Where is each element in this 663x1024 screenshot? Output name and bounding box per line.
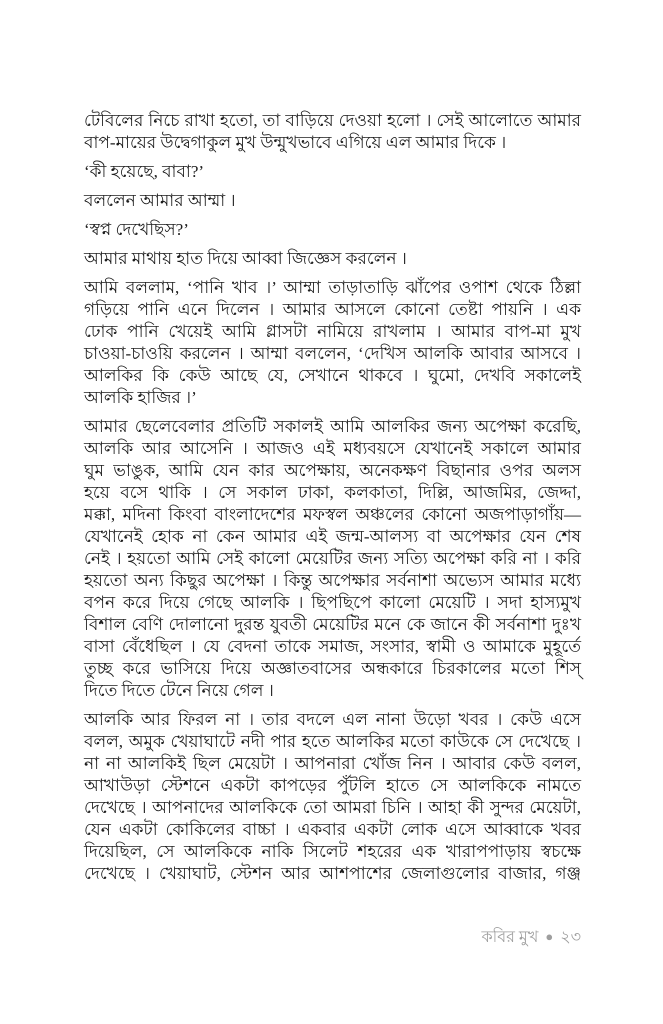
text-line: নেই । হয়তো আমি সেই কালো মেয়েটির জন্য সত্যি অপেক্ষা করি না । করি	[84, 549, 581, 568]
text-line: আমি বললাম, ‘পানি খাব ।’ আম্মা তাড়াতাড়ি ঝাঁপের ওপাশ থেকে ঠিল্লা	[84, 278, 581, 297]
text-line: আলকি আর ফিরল না । তার বদলে এল নানা উড়ো খবর । কেউ এসে	[84, 710, 581, 729]
text-line: না না আলকিই ছিল মেয়েটা । আপনারা খোঁজ নিন । আবার কেউ বলল,	[84, 754, 581, 773]
footer-separator-dot: ●	[545, 929, 554, 944]
text-line: আলকির কি কেউ আছে যে, সেখানে থাকবে । ঘুমো, দেখবি সকালেই	[84, 366, 581, 385]
text-line: বাপ-মায়ের উদ্বেগাকুল মুখ উন্মুখভাবে এগিয়ে এল আমার দিকে ।	[84, 133, 507, 152]
text-line: আখাউড়া স্টেশনে একটা কাপড়ের পুঁটলি হাতে সে আলকিকে নামতে	[84, 776, 581, 795]
text-line: যেখানেই হোক না কেন আমার এই জন্ম-আলস্য বা অপেক্ষার যেন শেষ	[84, 527, 581, 546]
footer-book-title: কবির মুখ	[481, 929, 539, 946]
paragraph	[84, 248, 581, 270]
text-line: বলল, অমুক খেয়াঘাটে নদী পার হতে আলকির মতো কাউকে সে দেখেছে ।	[84, 732, 581, 751]
text-line: দেখেছে । খেয়াঘাট, স্টেশন আর আশপাশের জেলাগুলোর বাজার, গঞ্জ	[84, 864, 581, 883]
text-line: বিশাল বেণি দোলানো দুরন্ত যুবতী মেয়েটির মনে কে জানে কী সর্বনাশা দুঃখ	[84, 615, 581, 634]
paragraph	[84, 161, 581, 183]
text-line: দেখেছে । আপনাদের আলকিকে তো আমরা চিনি । আহা কী সুন্দর মেয়েটা,	[84, 798, 581, 817]
text-line: হয়ে বসে থাকি । সে সকাল ঢাকা, কলকাতা, দিল্লি, আজমির, জেদ্দা,	[84, 483, 581, 502]
text-line: দিয়েছিল, সে আলকিকে নাকি সিলেট শহরের এক খারাপপাড়ায় স্বচক্ষে	[84, 842, 581, 861]
text-line: ‘স্বপ্ন দেখেছিস?’	[84, 220, 189, 239]
text-line: আমার মাথায় হাত দিয়ে আব্বা জিজ্ঞেস করলেন ।	[84, 249, 407, 268]
text-line: ঢোক পানি খেয়েই আমি গ্লাসটা নামিয়ে রাখলাম । আমার বাপ-মা মুখ	[84, 322, 581, 341]
text-line: আলকি হাজির ।’	[84, 388, 197, 407]
text-line: বপন করে দিয়ে গেছে আলকি । ছিপছিপে কালো মেয়েটি । সদা হাস্যমুখ	[84, 593, 581, 612]
text-line: চাওয়া-চাওয়ি করলেন । আম্মা বললেন, ‘দেখিস আলকি আবার আসবে ।	[84, 344, 581, 363]
text-line: তুচ্ছ করে ভাসিয়ে দিয়ে অজ্ঞাতবাসের অন্ধকারে চিরকালের মতো শিস্	[84, 659, 581, 678]
text-block	[84, 110, 581, 885]
text-line: ঘুম ভাঙুক, আমি যেন কার অপেক্ষায়, অনেকক্ষণ বিছানার ওপর অলস	[84, 461, 581, 480]
paragraph	[84, 277, 581, 409]
text-line: গড়িয়ে পানি এনে দিলেন । আমার আসলে কোনো তেষ্টা পায়নি । এক	[84, 300, 581, 319]
paragraph	[84, 416, 581, 702]
text-line: হয়তো অন্য কিছুর অপেক্ষা । কিন্তু অপেক্ষার সর্বনাশা অভ্যেস আমার মধ্যে	[84, 571, 581, 590]
paragraph	[84, 190, 581, 212]
text-line: আলকি আর আসেনি । আজও এই মধ্যবয়সে যেখানেই সকালে আমার	[84, 439, 581, 458]
text-line: টেবিলের নিচে রাখা হতো, তা বাড়িয়ে দেওয়া হলো । সেই আলোতে আমার	[84, 111, 581, 130]
footer-page-number: ২৩	[560, 929, 581, 946]
text-line: বাসা বেঁধেছিল । যে বেদনা তাকে সমাজ, সংসার, স্বামী ও আমাকে মুহূর্তে	[84, 637, 581, 656]
paragraph	[84, 219, 581, 241]
text-line: দিতে দিতে টেনে নিয়ে গেল ।	[84, 681, 274, 700]
text-line: ‘কী হয়েছে, বাবা?’	[84, 162, 205, 181]
text-line: যেন একটা কোকিলের বাচ্চা । একবার একটা লোক এসে আব্বাকে খবর	[84, 820, 581, 839]
page-footer	[84, 926, 581, 950]
text-line: বললেন আমার আম্মা ।	[84, 191, 236, 210]
text-line: আমার ছেলেবেলার প্রতিটি সকালই আমি আলকির জন্য অপেক্ষা করেছি,	[84, 417, 581, 436]
paragraph	[84, 709, 581, 885]
paragraph	[84, 110, 581, 154]
text-line: মক্কা, মদিনা কিংবা বাংলাদেশের মফস্বল অঞ্চলের কোনো অজপাড়াগাঁয়—	[84, 505, 581, 524]
